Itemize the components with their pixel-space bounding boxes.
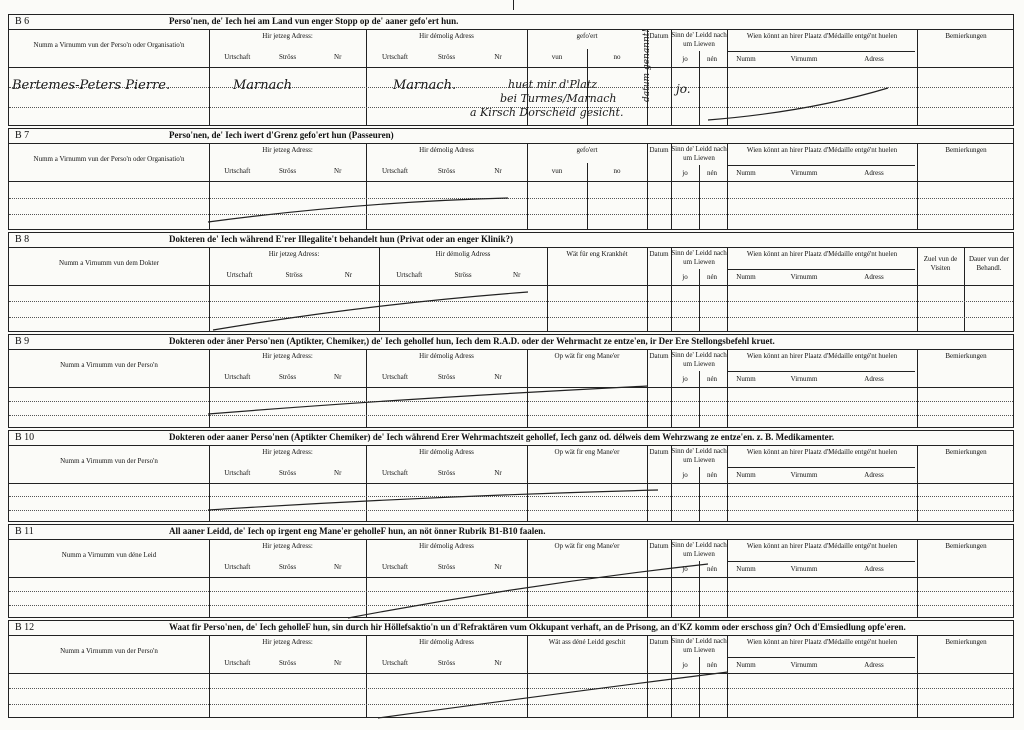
medal-address-sublabel: Adress [864, 55, 884, 63]
medal-firstname-sublabel: Virnumm [790, 661, 818, 669]
current-address-header: Hir jetzeg Adress: [262, 542, 313, 550]
address-sublabel-urtschaft: Urtschaft [396, 271, 423, 279]
address-sublabel-nr: Nr [494, 659, 502, 667]
address-sublabel-stross: Ströss [437, 659, 456, 667]
handwritten-date-note: datum genannt! [642, 28, 652, 102]
yes-sublabel: jo [682, 471, 688, 479]
medal-address-sublabel: Adress [864, 471, 884, 479]
yes-sublabel: jo [682, 273, 688, 281]
address-sublabel-nr: Nr [334, 167, 342, 175]
no-sublabel: nén [706, 169, 718, 177]
address-sublabel-urtschaft: Urtschaft [381, 373, 408, 381]
address-sublabel-urtschaft: Urtschaft [224, 373, 251, 381]
section-title: Dokteren oder äner Perso'nen (Aptikter, Chemiker,) de' Iech gehollef hun, Iech dem R.A.D. oder der Wehrmacht ze entze'en, ir Der Ere Stellongsbefehl kruet. [169, 336, 775, 346]
address-sublabel-urtschaft: Urtschaft [381, 53, 408, 61]
address-sublabel-stross: Ströss [278, 373, 297, 381]
medal-name-sublabel: Numm [736, 661, 756, 669]
current-address-header: Hir jetzeg Adress: [268, 250, 320, 258]
former-address-header: Hir démolig Adress [419, 352, 474, 360]
name-column-header: Numm a Virnumm vun der Perso'n [60, 647, 158, 655]
top-registration-mark [513, 0, 514, 10]
medal-address-sublabel: Adress [864, 169, 884, 177]
questionnaire-sheet [8, 12, 1014, 720]
section-title: Perso'nen, de' Iech hei am Land vun enger Stopp op de' aaner gefo'ert hun. [169, 16, 459, 26]
remarks-header: Bemierkungen [945, 32, 987, 40]
address-sublabel-stross: Ströss [454, 271, 472, 279]
name-column-header: Numm a Virnumm vun der Perso'n [60, 361, 158, 369]
medal-address-sublabel: Adress [864, 375, 884, 383]
medal-header: Wien könnt an hirer Plaatz d'Médaille entgé'nt huelen [746, 32, 898, 40]
from-sublabel: vun [551, 53, 563, 61]
address-sublabel-urtschaft: Urtschaft [381, 167, 408, 175]
medal-header: Wien könnt an hirer Plaatz d'Médaille entgé'nt huelen [746, 250, 898, 258]
address-sublabel-urtschaft: Urtschaft [224, 469, 251, 477]
activity-column-header: gefo'ert [576, 146, 598, 154]
handwritten-yes-mark: jo. [676, 82, 691, 96]
medal-address-sublabel: Adress [864, 273, 884, 281]
no-sublabel: nén [706, 471, 718, 479]
activity-column-header: Op wät fir eng Mane'er [554, 542, 620, 550]
yes-sublabel: jo [682, 55, 688, 63]
current-address-header: Hir jetzeg Adress: [262, 352, 313, 360]
current-address-header: Hir jetzeg Adress: [262, 32, 313, 40]
name-column-header: Numm a Virnumm vun der Perso'n oder Organisatio'n [33, 155, 185, 163]
medal-header: Wien könnt an hirer Plaatz d'Médaille entgé'nt huelen [746, 146, 898, 154]
address-sublabel-urtschaft: Urtschaft [224, 563, 251, 571]
section-title: Waat fir Perso'nen, de' Iech geholleF hun, sin durch hir Höllefsaktio'n un d'Refraktären vum Okkupant verhaft, an de Prisong, an d'KZ komm oder erschoss gin? Och d'Emsiedlung opfe'eren. [169, 622, 906, 632]
medal-firstname-sublabel: Virnumm [790, 565, 818, 573]
handwritten-current-address: Marnach [233, 78, 293, 93]
name-column-header: Numm a Virnumm vun der Perso'n [60, 457, 158, 465]
yes-sublabel: jo [682, 375, 688, 383]
address-sublabel-stross: Ströss [278, 53, 297, 61]
yes-sublabel: jo [682, 169, 688, 177]
date-header: Datum [649, 32, 669, 40]
alive-header: Sinn de' Leidd nach um Liewen [671, 249, 727, 266]
medal-firstname-sublabel: Virnumm [790, 169, 818, 177]
date-header: Datum [649, 638, 669, 646]
section-code: B 12 [15, 622, 35, 633]
address-sublabel-stross: Ströss [278, 659, 297, 667]
address-sublabel-nr: Nr [494, 469, 502, 477]
address-sublabel-urtschaft: Urtschaft [226, 271, 253, 279]
remarks-header: Bemierkungen [945, 352, 987, 360]
medal-firstname-sublabel: Virnumm [790, 273, 818, 281]
date-header: Datum [649, 448, 669, 456]
section-code: B 6 [15, 16, 30, 27]
address-sublabel-urtschaft: Urtschaft [381, 659, 408, 667]
medal-name-sublabel: Numm [736, 55, 756, 63]
address-sublabel-nr: Nr [334, 469, 342, 477]
medal-firstname-sublabel: Virnumm [790, 471, 818, 479]
handwritten-note-line3: a Kirsch Dorscheid gesicht. [470, 106, 624, 119]
address-sublabel-stross: Ströss [437, 167, 456, 175]
remarks-header: Bemierkungen [945, 638, 987, 646]
section-code: B 11 [15, 526, 34, 537]
medal-address-sublabel: Adress [864, 565, 884, 573]
address-sublabel-stross: Ströss [278, 469, 297, 477]
medal-name-sublabel: Numm [736, 273, 756, 281]
medal-name-sublabel: Numm [736, 375, 756, 383]
address-sublabel-stross: Ströss [278, 167, 297, 175]
alive-header: Sinn de' Leidd nach um Liewen [671, 31, 727, 48]
medal-name-sublabel: Numm [736, 565, 756, 573]
address-sublabel-nr: Nr [494, 563, 502, 571]
strike-line [208, 386, 648, 414]
medal-firstname-sublabel: Virnumm [790, 55, 818, 63]
medal-header: Wien könnt an hirer Plaatz d'Médaille entgé'nt huelen [746, 352, 898, 360]
date-header: Datum [649, 146, 669, 154]
former-address-header: Hir démolig Adress [419, 32, 474, 40]
address-sublabel-stross: Ströss [278, 563, 297, 571]
address-sublabel-nr: Nr [494, 53, 502, 61]
no-sublabel: nén [706, 565, 718, 573]
address-sublabel-stross: Ströss [437, 469, 456, 477]
address-sublabel-nr: Nr [494, 373, 502, 381]
address-sublabel-urtschaft: Urtschaft [224, 167, 251, 175]
alive-header: Sinn de' Leidd nach um Liewen [671, 351, 727, 368]
date-header: Datum [649, 542, 669, 550]
section-code: B 7 [15, 130, 30, 141]
address-sublabel-urtschaft: Urtschaft [381, 469, 408, 477]
alive-header: Sinn de' Leidd nach um Liewen [671, 637, 727, 654]
handwritten-note-line1: huet mir d'Platz [508, 78, 598, 91]
address-sublabel-urtschaft: Urtschaft [224, 659, 251, 667]
activity-column-header: Op wät fir eng Mane'er [554, 448, 620, 456]
handwritten-former-address: Marnach. [393, 78, 457, 93]
address-sublabel-stross: Ströss [437, 373, 456, 381]
address-sublabel-nr: Nr [334, 563, 342, 571]
activity-column-header: Wät für eng Krankhét [566, 250, 628, 258]
date-header: Datum [649, 352, 669, 360]
medal-header: Wien könnt an hirer Plaatz d'Médaille entgé'nt huelen [746, 542, 898, 550]
section-code: B 10 [15, 432, 35, 443]
handwritten-name: Bertemes-Peters Pierre. [12, 78, 171, 93]
current-address-header: Hir jetzeg Adress: [262, 146, 313, 154]
name-column-header: Numm a Virnumm vun dem Dokter [59, 259, 159, 267]
from-sublabel: vun [551, 167, 563, 175]
section-code: B 9 [15, 336, 30, 347]
strike-line [378, 672, 728, 718]
to-sublabel: no [613, 53, 621, 61]
activity-column-header: gefo'ert [576, 32, 598, 40]
section-title: Perso'nen, de' Iech iwert d'Grenz gefo'ert hun (Passeuren) [169, 130, 394, 140]
former-address-header: Hir démolig Adress [419, 638, 474, 646]
section-code: B 8 [15, 234, 30, 245]
activity-column-header: Op wät fir eng Mane'er [554, 352, 620, 360]
yes-sublabel: jo [682, 565, 688, 573]
strike-line [348, 564, 708, 618]
strike-line [708, 88, 888, 120]
medal-header: Wien könnt an hirer Plaatz d'Médaille entgé'nt huelen [746, 448, 898, 456]
address-sublabel-stross: Ströss [285, 271, 303, 279]
visits-header: Zuel vun de Visiten [923, 255, 958, 272]
strike-line [208, 198, 508, 222]
no-sublabel: nén [706, 55, 718, 63]
remarks-header: Bemierkungen [945, 448, 987, 456]
former-address-header: Hir démolig Adress [435, 250, 491, 258]
no-sublabel: nén [706, 661, 718, 669]
remarks-header: Bemierkungen [945, 146, 987, 154]
alive-header: Sinn de' Leidd nach um Liewen [671, 447, 727, 464]
former-address-header: Hir démolig Adress [419, 542, 474, 550]
no-sublabel: nén [706, 273, 718, 281]
alive-header: Sinn de' Leidd nach um Liewen [671, 541, 727, 558]
address-sublabel-nr: Nr [334, 53, 342, 61]
name-column-header: Numm a Virnumm vun déne Leid [61, 551, 157, 559]
remarks-header: Bemierkungen [945, 542, 987, 550]
strike-line [213, 292, 528, 330]
former-address-header: Hir démolig Adress [419, 146, 474, 154]
medal-header: Wien könnt an hirer Plaatz d'Médaille entgé'nt huelen [746, 638, 898, 646]
medal-name-sublabel: Numm [736, 169, 756, 177]
handwritten-note-line2: bei Turmes/Marnach [500, 92, 617, 105]
activity-column-header: Wät ass déné Leidd geschit [548, 638, 626, 646]
address-sublabel-stross: Ströss [437, 53, 456, 61]
address-sublabel-nr: Nr [513, 271, 521, 279]
to-sublabel: no [613, 167, 621, 175]
section-title: Dokteren oder aaner Perso'nen (Aptikter Chemiker) de' Iech während Erer Wehrmachtszeit gehollef, Iech ganz od. délweis dem Wehrzwang ze entze'en. z. B. Medikamenter. [169, 432, 835, 442]
section-title: All aaner Leidd, de' Iech op irgent eng Mane'er geholleF hun, an nöt önner Rubrik B1-B10 faalen. [169, 526, 546, 536]
address-sublabel-nr: Nr [344, 271, 353, 279]
no-sublabel: nén [706, 375, 718, 383]
medal-name-sublabel: Numm [736, 471, 756, 479]
section-title: Dokteren de' Iech während E'rer Illegalite't behandelt hun (Privat oder an enger Klinik?) [169, 234, 514, 244]
medal-address-sublabel: Adress [864, 661, 884, 669]
current-address-header: Hir jetzeg Adress: [262, 448, 313, 456]
name-column-header: Numm a Virnumm vun der Perso'n oder Organisatio'n [33, 41, 185, 49]
date-header: Datum [649, 250, 669, 258]
current-address-header: Hir jetzeg Adress: [262, 638, 313, 646]
duration-header: Dauer vun der Behandl. [968, 255, 1010, 272]
address-sublabel-nr: Nr [334, 373, 342, 381]
medal-firstname-sublabel: Virnumm [790, 375, 818, 383]
address-sublabel-stross: Ströss [437, 563, 456, 571]
yes-sublabel: jo [682, 661, 688, 669]
strike-line [208, 490, 658, 510]
former-address-header: Hir démolig Adress [419, 448, 474, 456]
address-sublabel-urtschaft: Urtschaft [224, 53, 251, 61]
address-sublabel-nr: Nr [334, 659, 342, 667]
address-sublabel-nr: Nr [494, 167, 502, 175]
address-sublabel-urtschaft: Urtschaft [381, 563, 408, 571]
alive-header: Sinn de' Leidd nach um Liewen [671, 145, 727, 162]
